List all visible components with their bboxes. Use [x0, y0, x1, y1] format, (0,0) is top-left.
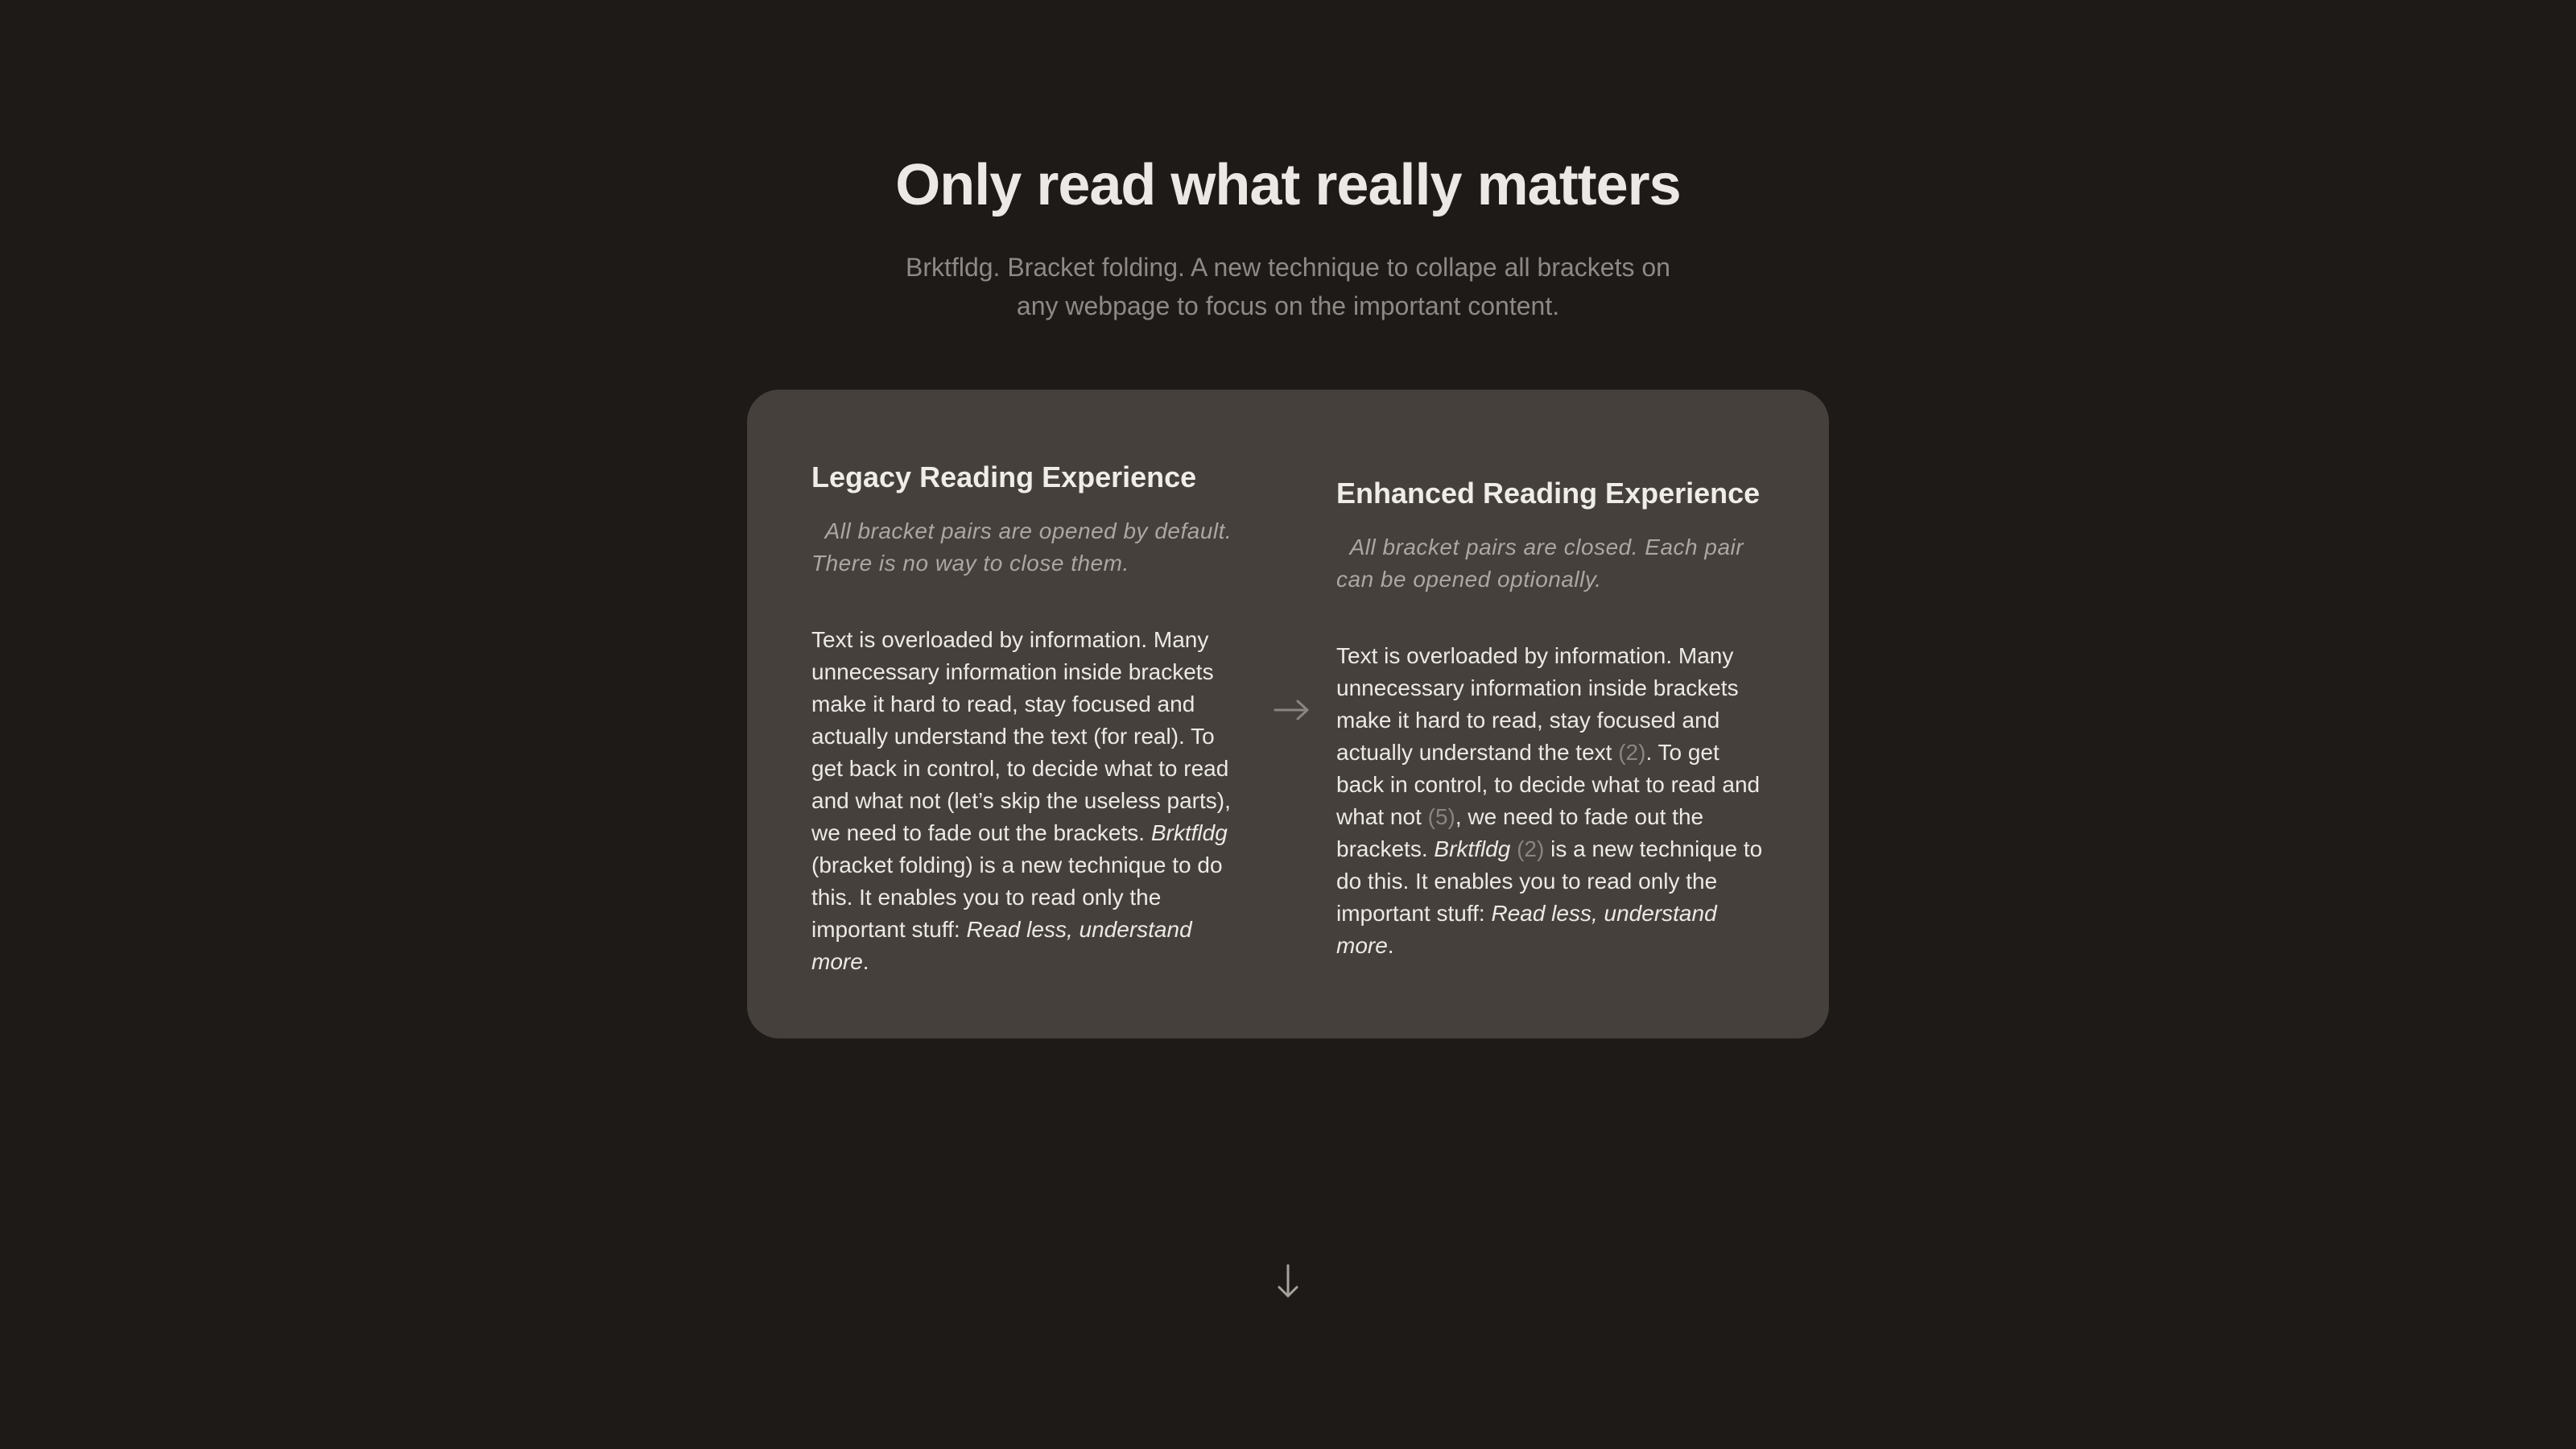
- arrow-down-icon[interactable]: [1272, 1262, 1304, 1301]
- comparison-card: [747, 390, 1829, 1038]
- enhanced-body-part: , we need to fade out the brackets.: [1336, 804, 1704, 861]
- enhanced-brand-name: Brktfldg: [1434, 836, 1511, 861]
- enhanced-body-part: [1510, 836, 1517, 861]
- folded-bracket-toggle[interactable]: (2): [1618, 740, 1646, 765]
- enhanced-title: Enhanced Reading Experience: [1336, 477, 1761, 510]
- enhanced-body-part: . To get back in control, to decide what to read and what not: [1336, 740, 1761, 829]
- enhanced-body-part: Text is overloaded by information. Many unnecessary information inside brackets make it hard to read, stay focused and actually understand the text: [1336, 643, 1739, 765]
- page-title: Only read what really matters: [895, 153, 1681, 217]
- folded-bracket-toggle[interactable]: (2): [1517, 836, 1545, 861]
- legacy-body-part: Text is overloaded by information. Many unnecessary information inside brackets make it hard to read, stay focused and actually understand the text (for real). To get back in control, to decide what to read and what not (let’s skip the useless parts), we need to fade out the brackets.: [811, 627, 1231, 845]
- enhanced-body-end: .: [1387, 933, 1394, 958]
- legacy-body-part: (bracket folding) is a new technique to do this. It enables you to read only the important stuff:: [811, 852, 1223, 942]
- enhanced-caption: All bracket pairs are closed. Each pair can be opened optionally.: [1336, 535, 1744, 592]
- page-subtitle: Brktfldg. Bracket folding. A new technique to collape all brackets on any webpage to focus on the important content.: [906, 253, 1670, 320]
- enhanced-emphasis: Read less, understand more: [1336, 901, 1717, 958]
- legacy-caption: All bracket pairs are opened by default. There is no way to close them.: [811, 518, 1232, 576]
- legacy-column: [811, 457, 1246, 978]
- enhanced-body-text: [1336, 640, 1771, 962]
- legacy-emphasis: Read less, understand more: [811, 917, 1192, 974]
- legacy-body-end: .: [862, 949, 869, 974]
- legacy-brand-name: Brktfldg: [1150, 820, 1228, 845]
- folded-bracket-toggle[interactable]: (5): [1427, 804, 1455, 829]
- enhanced-column: [1336, 473, 1771, 962]
- legacy-body-text: [811, 624, 1246, 978]
- enhanced-body-part: is a new technique to do this. It enables you to read only the important stuff:: [1336, 836, 1763, 926]
- arrow-right-icon: [1272, 694, 1312, 726]
- legacy-title: Legacy Reading Experience: [811, 460, 1197, 493]
